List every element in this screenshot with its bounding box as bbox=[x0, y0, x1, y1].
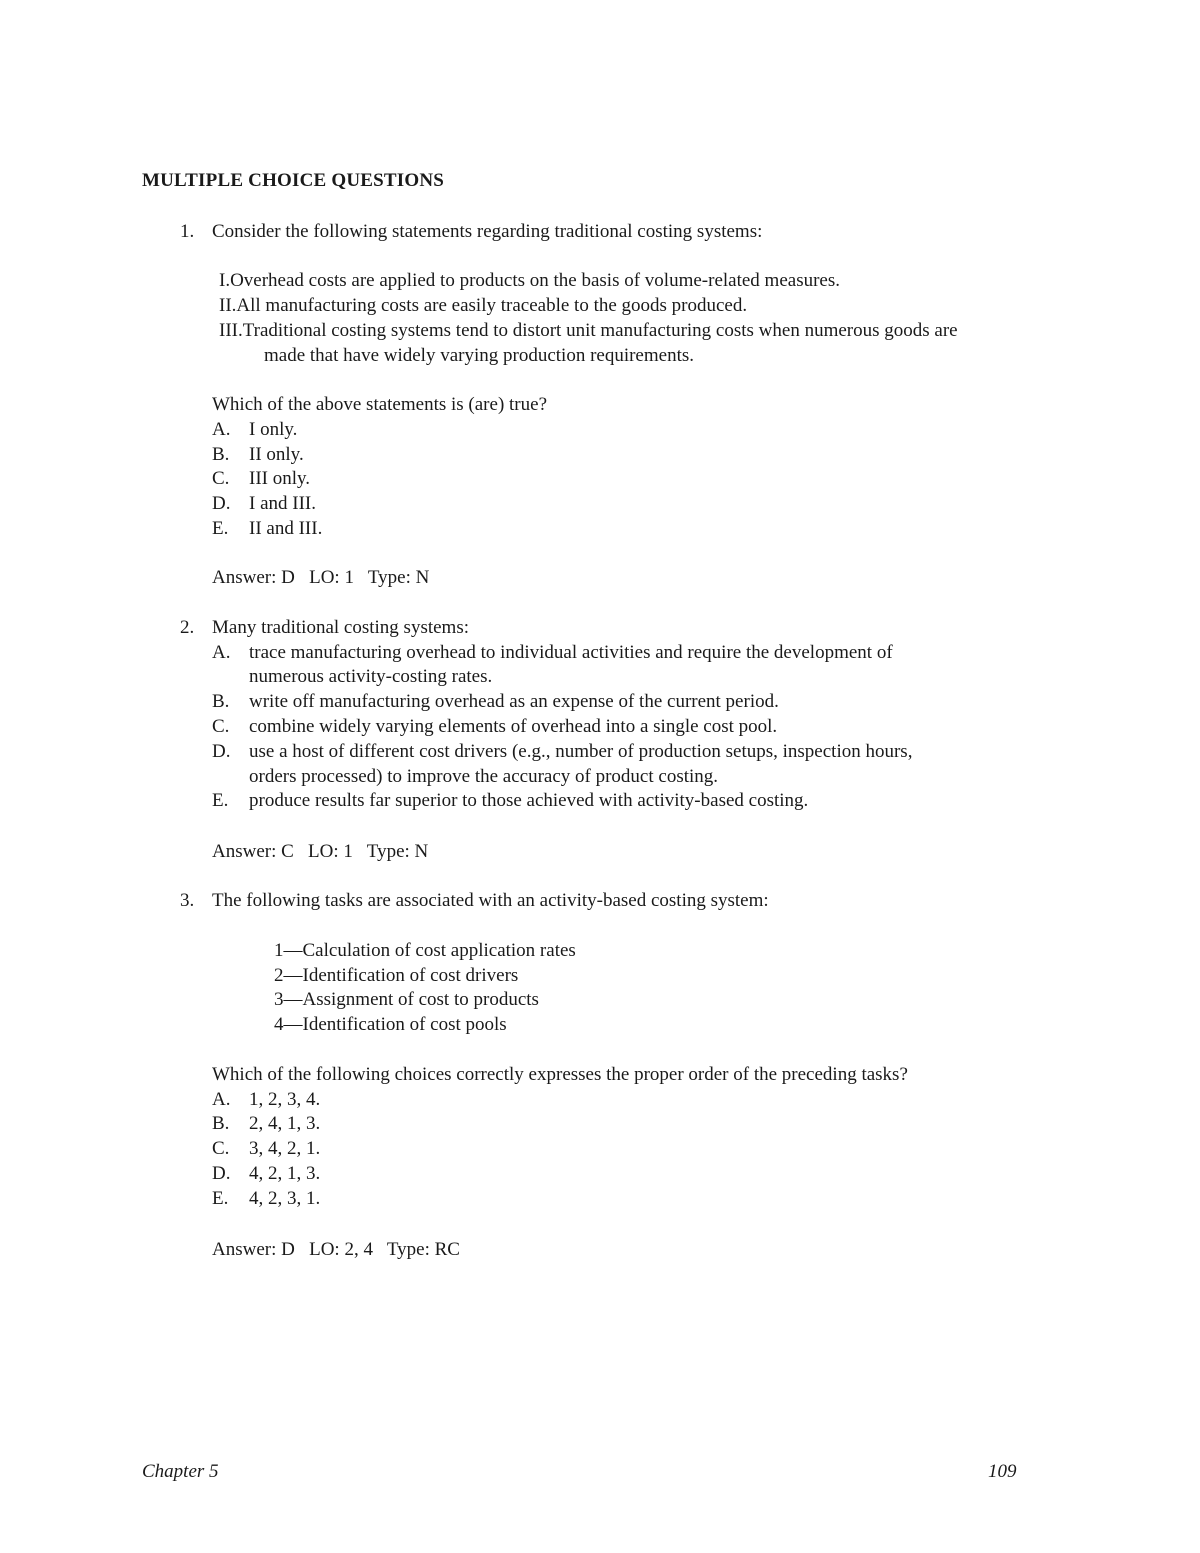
task-item: 3—Assignment of cost to products bbox=[274, 989, 539, 1010]
option-text: produce results far superior to those achieved with activity-based costing. bbox=[249, 790, 809, 811]
task-item: 4—Identification of cost pools bbox=[274, 1014, 507, 1035]
option-letter: B. bbox=[212, 444, 230, 465]
option-letter: E. bbox=[212, 790, 229, 811]
statement-text: Overhead costs are applied to products on the basis of volume-related measures. bbox=[230, 270, 840, 291]
statement-number: I. bbox=[219, 270, 231, 291]
option-text: trace manufacturing overhead to individual activities and require the development of bbox=[249, 642, 893, 663]
page-heading: MULTIPLE CHOICE QUESTIONS bbox=[142, 170, 445, 191]
statement-text: All manufacturing costs are easily traceable to the goods produced. bbox=[236, 295, 748, 316]
statement-3-continued: made that have widely varying production requirements. bbox=[264, 345, 695, 366]
question-stem: The following tasks are associated with an activity-based costing system: bbox=[212, 890, 769, 911]
answer-line: Answer: D LO: 1 Type: N bbox=[212, 567, 430, 588]
option-text: II only. bbox=[249, 444, 304, 465]
option-letter: C. bbox=[212, 468, 230, 489]
task-item: 2—Identification of cost drivers bbox=[274, 965, 519, 986]
question-number: 1. bbox=[180, 221, 195, 242]
option-letter: A. bbox=[212, 1089, 231, 1110]
footer-chapter: Chapter 5 bbox=[142, 1461, 219, 1482]
answer-line: Answer: C LO: 1 Type: N bbox=[212, 841, 429, 862]
question-stem: Consider the following statements regarding traditional costing systems: bbox=[212, 221, 763, 242]
option-letter: E. bbox=[212, 518, 229, 539]
statement-2 bbox=[219, 295, 747, 317]
option-text: I and III. bbox=[249, 493, 316, 514]
question-prompt: Which of the following choices correctly expresses the proper order of the preceding tasks? bbox=[212, 1064, 908, 1085]
option-text-continued: numerous activity-costing rates. bbox=[249, 666, 493, 687]
option-letter: E. bbox=[212, 1188, 229, 1209]
option-letter: D. bbox=[212, 741, 231, 762]
option-text: 4, 2, 3, 1. bbox=[249, 1188, 321, 1209]
option-text-continued: orders processed) to improve the accuracy of product costing. bbox=[249, 766, 719, 787]
option-text: II and III. bbox=[249, 518, 323, 539]
task-item: 1—Calculation of cost application rates bbox=[274, 940, 576, 961]
question-number: 2. bbox=[180, 617, 195, 638]
option-letter: A. bbox=[212, 419, 231, 440]
question-number: 3. bbox=[180, 890, 195, 911]
option-text: 1, 2, 3, 4. bbox=[249, 1089, 321, 1110]
option-letter: D. bbox=[212, 493, 231, 514]
statement-1 bbox=[219, 270, 840, 292]
question-stem: Many traditional costing systems: bbox=[212, 617, 470, 638]
option-letter: C. bbox=[212, 716, 230, 737]
option-text: write off manufacturing overhead as an expense of the current period. bbox=[249, 691, 779, 712]
option-text: I only. bbox=[249, 419, 298, 440]
option-text: III only. bbox=[249, 468, 311, 489]
option-letter: A. bbox=[212, 642, 231, 663]
option-text: 4, 2, 1, 3. bbox=[249, 1163, 321, 1184]
answer-line: Answer: D LO: 2, 4 Type: RC bbox=[212, 1239, 460, 1260]
statement-number: II. bbox=[219, 295, 237, 316]
option-letter: B. bbox=[212, 691, 230, 712]
option-text: use a host of different cost drivers (e.g., number of production setups, inspection hours, bbox=[249, 741, 913, 762]
option-text: 3, 4, 2, 1. bbox=[249, 1138, 321, 1159]
option-letter: B. bbox=[212, 1113, 230, 1134]
statement-3 bbox=[219, 320, 958, 342]
option-letter: D. bbox=[212, 1163, 231, 1184]
footer-page-number: 109 bbox=[988, 1461, 1017, 1482]
option-text: combine widely varying elements of overhead into a single cost pool. bbox=[249, 716, 778, 737]
statement-text: Traditional costing systems tend to distort unit manufacturing costs when numerous goods are bbox=[242, 320, 958, 341]
statement-number: III. bbox=[219, 320, 243, 341]
option-text: 2, 4, 1, 3. bbox=[249, 1113, 321, 1134]
question-prompt: Which of the above statements is (are) true? bbox=[212, 394, 547, 415]
option-letter: C. bbox=[212, 1138, 230, 1159]
